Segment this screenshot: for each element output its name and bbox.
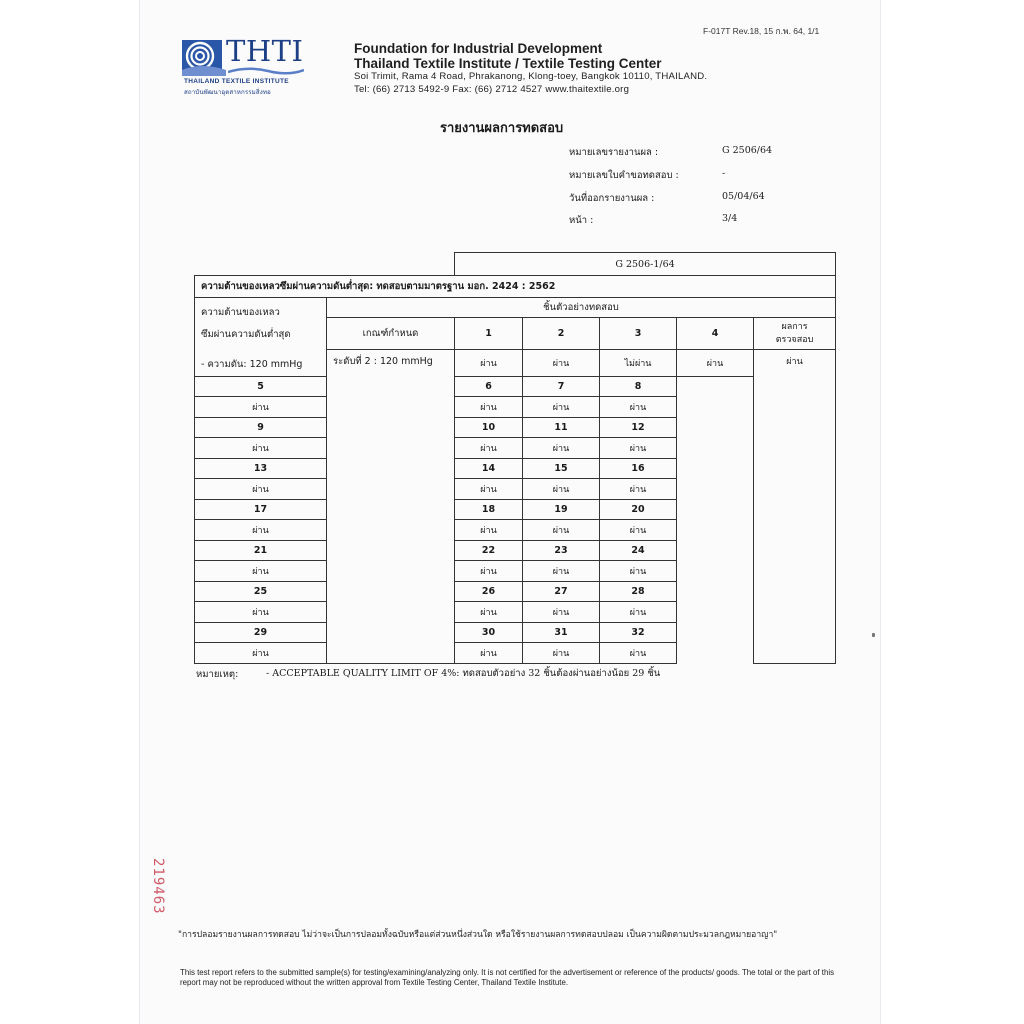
meta-issue-date-value: 05/04/64	[722, 191, 765, 202]
swirl-logo-icon	[182, 40, 226, 80]
report-title: รายงานผลการทดสอบ	[440, 121, 564, 136]
sample-result: ผ่าน	[455, 520, 523, 541]
sample-result: ผ่าน	[523, 643, 600, 664]
remark-text: - ACCEPTABLE QUALITY LIMIT OF 4%: ทดสอบตัวอย่าง 32 ชิ้นต้องผ่านอย่างน้อย 29 ชิ้น	[266, 668, 661, 679]
sample-result: ผ่าน	[600, 602, 677, 623]
sample-number-row	[195, 541, 836, 561]
sample-result: ผ่าน	[455, 479, 523, 500]
sample-result: ผ่าน	[523, 397, 600, 418]
sample-number: 30	[455, 623, 523, 643]
sample-number: 31	[523, 623, 600, 643]
sample-result: ผ่าน	[600, 643, 677, 664]
sample-number: 21	[195, 541, 327, 561]
logo-wave-icon	[228, 66, 304, 76]
results-table	[194, 252, 836, 664]
property-line-1: ความต้านของเหลว	[201, 307, 280, 318]
sample-number: 29	[195, 623, 327, 643]
meta-request-number-value: -	[722, 168, 726, 179]
meta-issue-date-label: วันที่ออกรายงานผล :	[569, 193, 655, 204]
overall-result	[754, 350, 836, 664]
report-disclaimer: This test report refers to the submitted sample(s) for testing/examining/analyzing only. It is not certified for the advertisement or reference of the products/ goods. The total or the part of this report may not be reproduced without the written approval from Textile Testing Center, Thailand Textile Institute.	[180, 968, 835, 987]
sample-number-row	[195, 418, 836, 438]
sample-number: 10	[455, 418, 523, 438]
sample-result-row	[195, 397, 836, 418]
sample-result: ผ่าน	[455, 397, 523, 418]
org-institute: Thailand Textile Institute / Textile Testing Center	[354, 56, 662, 71]
sample-result: ผ่าน	[523, 520, 600, 541]
sample-number: 23	[523, 541, 600, 561]
logo-wordmark: THTI	[226, 34, 304, 68]
sample-number: 8	[600, 377, 677, 397]
sample-result: ผ่าน	[523, 350, 600, 377]
sample-result: ผ่าน	[523, 602, 600, 623]
meta-page-value: 3/4	[722, 213, 738, 224]
sample-result: ผ่าน	[600, 479, 677, 500]
meta-page-label: หน้า :	[569, 215, 594, 226]
sample-number-row	[195, 500, 836, 520]
sample-number: 9	[195, 418, 327, 438]
sample-result: ผ่าน	[600, 438, 677, 459]
sample-number: 25	[195, 582, 327, 602]
logo-subtitle: THAILAND TEXTILE INSTITUTE	[184, 78, 289, 85]
sample-number: 4	[677, 318, 754, 350]
logo-subtitle-thai: สถาบันพัฒนาอุตสาหกรรมสิ่งทอ	[184, 89, 271, 96]
meta-request-number-label: หมายเลขใบคำขอทดสอบ :	[569, 170, 679, 181]
sample-result: ผ่าน	[523, 561, 600, 582]
sample-result: ผ่าน	[677, 350, 754, 377]
sample-number: 6	[455, 377, 523, 397]
sample-number-row	[195, 459, 836, 479]
sample-result-row	[195, 643, 836, 664]
samples-header: ชิ้นตัวอย่างทดสอบ	[327, 298, 836, 318]
org-name: Foundation for Industrial Development	[354, 41, 603, 56]
sample-number: 17	[195, 500, 327, 520]
criteria-value	[327, 350, 455, 664]
property-cell	[195, 298, 327, 377]
sample-result: ผ่าน	[195, 561, 327, 582]
criteria-value-text: ระดับที่ 2 : 120 mmHg	[333, 356, 433, 367]
stamp-serial-number: 219463	[150, 858, 166, 915]
sample-result: ผ่าน	[455, 643, 523, 664]
sample-result: ผ่าน	[195, 520, 327, 541]
sample-result: ผ่าน	[455, 602, 523, 623]
sample-number: 22	[455, 541, 523, 561]
sample-number: 28	[600, 582, 677, 602]
sample-number: 12	[600, 418, 677, 438]
result-header-line-2: ตรวจสอบ	[775, 334, 814, 345]
sample-result: ผ่าน	[195, 397, 327, 418]
sample-number: 18	[455, 500, 523, 520]
sample-result: ผ่าน	[523, 479, 600, 500]
property-line-2: ซึมผ่านความดันต่ำสุด	[201, 329, 291, 340]
sample-result: ผ่าน	[455, 350, 523, 377]
sample-number: 7	[523, 377, 600, 397]
sample-result: ผ่าน	[195, 479, 327, 500]
sample-result-row	[195, 561, 836, 582]
sample-number: 14	[455, 459, 523, 479]
sample-result: ผ่าน	[195, 643, 327, 664]
sample-number: 16	[600, 459, 677, 479]
sample-result: ผ่าน	[600, 397, 677, 418]
page-mark	[872, 633, 875, 637]
sample-number: 32	[600, 623, 677, 643]
meta-report-number-value: G 2506/64	[722, 145, 773, 156]
sample-result: ผ่าน	[455, 438, 523, 459]
sample-number: 5	[195, 377, 327, 397]
sample-number: 15	[523, 459, 600, 479]
sample-result: ผ่าน	[600, 561, 677, 582]
sample-result: ผ่าน	[195, 438, 327, 459]
test-title: ความต้านของเหลวซึมผ่านความดันต่ำสุด: ทดสอบตามมาตรฐาน มอก. 2424 : 2562	[195, 276, 836, 298]
forgery-warning: "การปลอมรายงานผลการทดสอบ ไม่ว่าจะเป็นการปลอมทั้งฉบับหรือแต่ส่วนหนึ่งส่วนใด หรือใช้รายงานผลการทดสอบปลอม เป็นความผิดตามประมวลกฎหมายอาญา"	[178, 930, 778, 940]
sample-result-row	[195, 602, 836, 623]
criteria-header: เกณฑ์กำหนด	[327, 318, 455, 350]
remark-label: หมายเหตุ:	[196, 669, 239, 680]
sample-result-row	[195, 520, 836, 541]
sample-result-row	[195, 438, 836, 459]
sample-number: 13	[195, 459, 327, 479]
sample-number-row	[195, 623, 836, 643]
sample-result: ผ่าน	[195, 602, 327, 623]
sample-number: 11	[523, 418, 600, 438]
sample-number-row	[195, 582, 836, 602]
overall-result-text: ผ่าน	[786, 357, 803, 367]
pressure-label: - ความดัน: 120 mmHg	[201, 359, 303, 370]
result-header-line-1: ผลการ	[781, 321, 808, 332]
document-code: F-017T Rev.18, 15 ก.พ. 64, 1/1	[703, 26, 820, 36]
sample-result: ผ่าน	[455, 561, 523, 582]
sample-number: 24	[600, 541, 677, 561]
org-contact: Tel: (66) 2713 5492-9 Fax: (66) 2712 4527 www.thaitextile.org	[354, 84, 630, 95]
sample-number: 27	[523, 582, 600, 602]
sample-result: ผ่าน	[600, 520, 677, 541]
sample-number: 19	[523, 500, 600, 520]
sample-result: ผ่าน	[523, 438, 600, 459]
sample-number: 1	[455, 318, 523, 350]
sample-number: 3	[600, 318, 677, 350]
sample-number: 2	[523, 318, 600, 350]
meta-report-number-label: หมายเลขรายงานผล :	[569, 147, 659, 158]
sample-number: 26	[455, 582, 523, 602]
sample-number: 20	[600, 500, 677, 520]
sample-number-row	[195, 377, 836, 397]
result-header	[754, 318, 836, 350]
sample-id: G 2506-1/64	[455, 253, 836, 276]
org-address: Soi Trimit, Rama 4 Road, Phrakanong, Klong-toey, Bangkok 10110, THAILAND.	[354, 71, 708, 82]
sample-result-row	[195, 479, 836, 500]
sample-result-fail: ไม่ผ่าน	[600, 350, 677, 377]
